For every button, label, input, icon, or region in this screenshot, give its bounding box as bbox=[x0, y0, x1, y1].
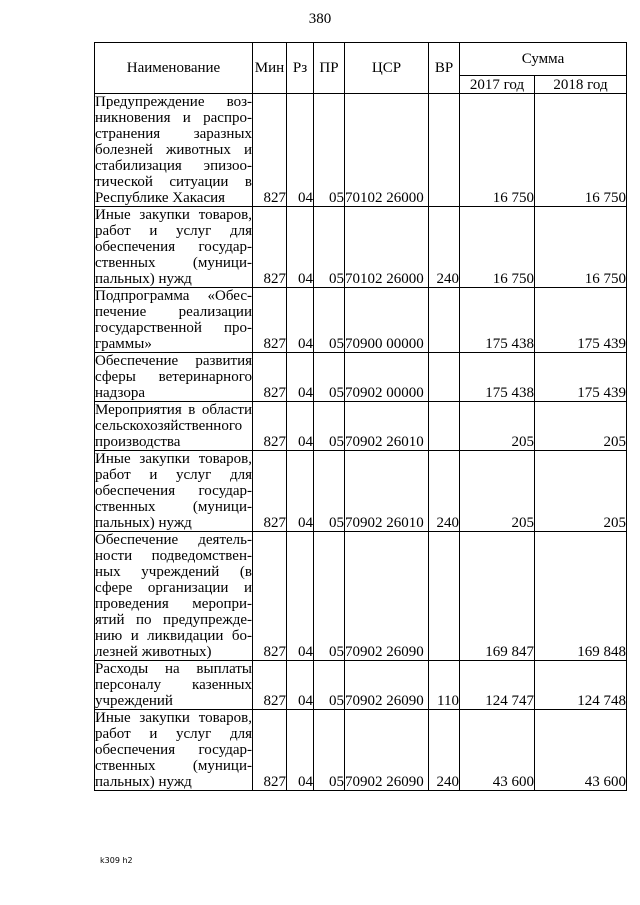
row-sum-2018: 16 750 bbox=[535, 207, 627, 288]
row-rz: 04 bbox=[287, 288, 314, 353]
row-sum-2017: 16 750 bbox=[460, 207, 535, 288]
row-min: 827 bbox=[253, 532, 287, 661]
row-min: 827 bbox=[253, 94, 287, 207]
table-row bbox=[95, 710, 627, 791]
row-min: 827 bbox=[253, 661, 287, 710]
row-rz: 04 bbox=[287, 451, 314, 532]
row-sum-2017: 43 600 bbox=[460, 710, 535, 791]
row-rz: 04 bbox=[287, 532, 314, 661]
header-pr: ПР bbox=[314, 43, 345, 94]
row-name: Обеспечение деятельности подведомственных учреждений (в сфере организации и проведения мероприятий по предупреждению и ликвидации болезней животных) bbox=[95, 532, 252, 660]
row-sum-2017: 205 bbox=[460, 402, 535, 451]
row-pr: 05 bbox=[314, 710, 345, 791]
footer-code: k309 h2 bbox=[100, 856, 133, 865]
page-number: 380 bbox=[308, 11, 332, 27]
row-pr: 05 bbox=[314, 207, 345, 288]
row-min: 827 bbox=[253, 288, 287, 353]
row-pr: 05 bbox=[314, 532, 345, 661]
row-csr: 70902 26010 bbox=[345, 451, 429, 532]
table-row bbox=[95, 532, 627, 661]
row-min: 827 bbox=[253, 710, 287, 791]
table-row bbox=[95, 94, 627, 207]
row-sum-2017: 205 bbox=[460, 451, 535, 532]
row-vr bbox=[429, 288, 460, 353]
row-sum-2017: 16 750 bbox=[460, 94, 535, 207]
row-csr: 70900 00000 bbox=[345, 288, 429, 353]
row-name: Иные закупки товаров, работ и услуг для обеспечения государственных (муниципальных) нужд bbox=[95, 451, 252, 531]
row-name: Расходы на выплаты персоналу казенных учреждений bbox=[95, 661, 252, 709]
row-csr: 70902 26090 bbox=[345, 710, 429, 791]
row-name: Иные закупки товаров, работ и услуг для обеспечения государственных (муниципальных) нужд bbox=[95, 207, 252, 287]
row-min: 827 bbox=[253, 353, 287, 402]
header-csr: ЦСР bbox=[345, 43, 429, 94]
row-name: Подпрограмма «Обеспечение реализации государственной программы» bbox=[95, 288, 252, 352]
row-vr: 110 bbox=[429, 661, 460, 710]
header-min: Мин bbox=[253, 43, 287, 94]
table-body bbox=[95, 94, 627, 791]
row-pr: 05 bbox=[314, 353, 345, 402]
row-rz: 04 bbox=[287, 661, 314, 710]
row-sum-2018: 175 439 bbox=[535, 288, 627, 353]
row-min: 827 bbox=[253, 451, 287, 532]
header-year-2017: 2017 год bbox=[460, 76, 535, 94]
row-sum-2017: 124 747 bbox=[460, 661, 535, 710]
table-row bbox=[95, 402, 627, 451]
row-sum-2018: 16 750 bbox=[535, 94, 627, 207]
row-vr: 240 bbox=[429, 451, 460, 532]
header-vr: ВР bbox=[429, 43, 460, 94]
row-rz: 04 bbox=[287, 710, 314, 791]
row-rz: 04 bbox=[287, 402, 314, 451]
row-rz: 04 bbox=[287, 353, 314, 402]
row-name: Иные закупки товаров, работ и услуг для обеспечения государственных (муниципальных) нужд bbox=[95, 710, 252, 790]
row-sum-2018: 124 748 bbox=[535, 661, 627, 710]
table-row bbox=[95, 288, 627, 353]
row-vr bbox=[429, 353, 460, 402]
row-pr: 05 bbox=[314, 451, 345, 532]
row-csr: 70902 26010 bbox=[345, 402, 429, 451]
row-pr: 05 bbox=[314, 288, 345, 353]
row-pr: 05 bbox=[314, 94, 345, 207]
row-vr bbox=[429, 532, 460, 661]
budget-table bbox=[94, 42, 627, 791]
row-sum-2018: 169 848 bbox=[535, 532, 627, 661]
row-pr: 05 bbox=[314, 402, 345, 451]
row-vr bbox=[429, 94, 460, 207]
table-row bbox=[95, 661, 627, 710]
row-vr: 240 bbox=[429, 207, 460, 288]
row-rz: 04 bbox=[287, 94, 314, 207]
row-sum-2018: 205 bbox=[535, 451, 627, 532]
row-name: Предупреждение возникновения и распространения заразных болезней животных и стабилизация эпизоотической ситуации в Республике Хакасия bbox=[95, 94, 252, 206]
header-rz: Рз bbox=[287, 43, 314, 94]
row-csr: 70902 00000 bbox=[345, 353, 429, 402]
row-name: Мероприятия в области сельскохозяйственного производства bbox=[95, 402, 252, 450]
row-min: 827 bbox=[253, 207, 287, 288]
table-row bbox=[95, 353, 627, 402]
row-sum-2018: 175 439 bbox=[535, 353, 627, 402]
table-row bbox=[95, 451, 627, 532]
row-vr bbox=[429, 402, 460, 451]
row-name: Обеспечение развития сферы ветеринарного надзора bbox=[95, 353, 252, 401]
table-row bbox=[95, 207, 627, 288]
header-name: Наименование bbox=[95, 43, 253, 94]
row-sum-2017: 175 438 bbox=[460, 353, 535, 402]
row-csr: 70902 26090 bbox=[345, 661, 429, 710]
row-csr: 70902 26090 bbox=[345, 532, 429, 661]
row-csr: 70102 26000 bbox=[345, 94, 429, 207]
row-sum-2018: 43 600 bbox=[535, 710, 627, 791]
row-rz: 04 bbox=[287, 207, 314, 288]
header-sum: Сумма bbox=[460, 43, 627, 76]
row-vr: 240 bbox=[429, 710, 460, 791]
row-sum-2018: 205 bbox=[535, 402, 627, 451]
row-sum-2017: 175 438 bbox=[460, 288, 535, 353]
row-pr: 05 bbox=[314, 661, 345, 710]
row-sum-2017: 169 847 bbox=[460, 532, 535, 661]
table-header bbox=[95, 43, 627, 94]
row-min: 827 bbox=[253, 402, 287, 451]
header-year-2018: 2018 год bbox=[535, 76, 627, 94]
row-csr: 70102 26000 bbox=[345, 207, 429, 288]
